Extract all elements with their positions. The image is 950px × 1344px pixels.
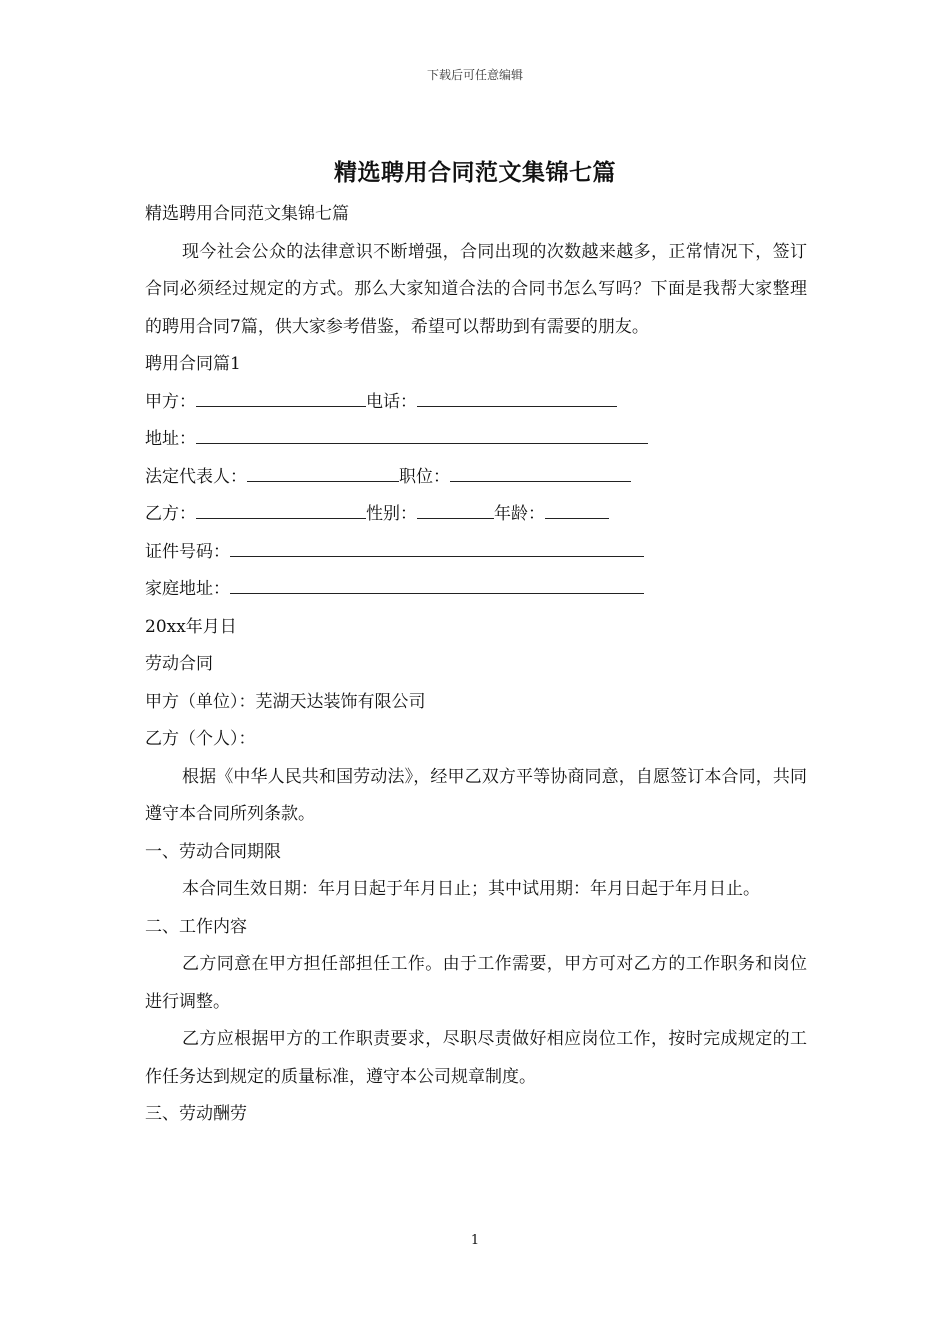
age-label: 年龄： bbox=[494, 504, 545, 524]
party-a-blank bbox=[196, 386, 366, 407]
legal-rep-line bbox=[145, 459, 807, 497]
position-label: 职位： bbox=[399, 466, 450, 487]
legal-rep-blank bbox=[247, 461, 399, 482]
page-number: 1 bbox=[470, 1233, 480, 1248]
document-title: 精选聘用合同范文集锦七篇 bbox=[334, 159, 616, 186]
intro-paragraph: 现今社会公众的法律意识不断增强，合同出现的次数越来越多，正常情况下，签订合同必须经过规定的方式。那么大家知道合法的合同书怎么写吗？下面是我帮大家整理的聘用合同7篇，供大家参考借鉴，希望可以帮助到有需要的朋友。 bbox=[145, 241, 807, 337]
contract-heading: 劳动合同 bbox=[145, 654, 213, 674]
id-number-blank bbox=[230, 536, 644, 557]
party-a-unit: 甲方（单位）：芜湖天达装饰有限公司 bbox=[145, 691, 426, 712]
header-note: 下载后可任意编辑 bbox=[426, 68, 523, 82]
home-address-blank bbox=[230, 573, 644, 594]
clause-1-text: 本合同生效日期：年月日起于年月日止；其中试用期：年月日起于年月日止。 bbox=[182, 879, 760, 899]
legal-rep-label: 法定代表人： bbox=[145, 466, 247, 487]
position-blank bbox=[450, 461, 631, 482]
party-b-blank bbox=[196, 498, 366, 519]
basis-paragraph: 根据《中华人民共和国劳动法》，经甲乙双方平等协商同意，自愿签订本合同，共同遵守本合同所列条款。 bbox=[145, 766, 807, 824]
age-blank bbox=[545, 498, 609, 519]
clause-2-title: 二、工作内容 bbox=[145, 916, 247, 937]
gender-blank bbox=[417, 498, 494, 519]
party-a-line bbox=[145, 384, 807, 422]
clause-1-title: 一、劳动合同期限 bbox=[145, 841, 281, 862]
party-b-person: 乙方（个人）： bbox=[145, 729, 256, 749]
address-label: 地址： bbox=[145, 429, 196, 449]
address-blank bbox=[196, 423, 648, 444]
date-line: 20xx年月日 bbox=[145, 616, 237, 637]
clause-2-text-2: 乙方应根据甲方的工作职责要求，尽职尽责做好相应岗位工作，按时完成规定的工作任务达到规定的质量标准，遵守本公司规章制度。 bbox=[145, 1029, 807, 1087]
home-address-line bbox=[145, 571, 807, 609]
id-number-label: 证件号码： bbox=[145, 541, 230, 562]
home-address-label: 家庭地址： bbox=[145, 579, 230, 599]
party-b-label: 乙方： bbox=[145, 504, 196, 524]
subtitle: 精选聘用合同范文集锦七篇 bbox=[145, 204, 349, 224]
gender-label: 性别： bbox=[366, 504, 417, 524]
party-a-label: 甲方： bbox=[145, 391, 196, 412]
section-title: 聘用合同篇1 bbox=[145, 354, 241, 374]
address-line bbox=[145, 421, 807, 459]
clause-2-text-1: 乙方同意在甲方担任部担任工作。由于工作需要，甲方可对乙方的工作职务和岗位进行调整。 bbox=[145, 954, 807, 1012]
party-b-line bbox=[145, 496, 807, 534]
clause-3-title: 三、劳动酬劳 bbox=[145, 1104, 247, 1124]
id-number-line bbox=[145, 534, 807, 572]
phone-label: 电话： bbox=[366, 391, 417, 412]
phone-blank bbox=[417, 386, 617, 407]
document-body bbox=[145, 196, 807, 1134]
